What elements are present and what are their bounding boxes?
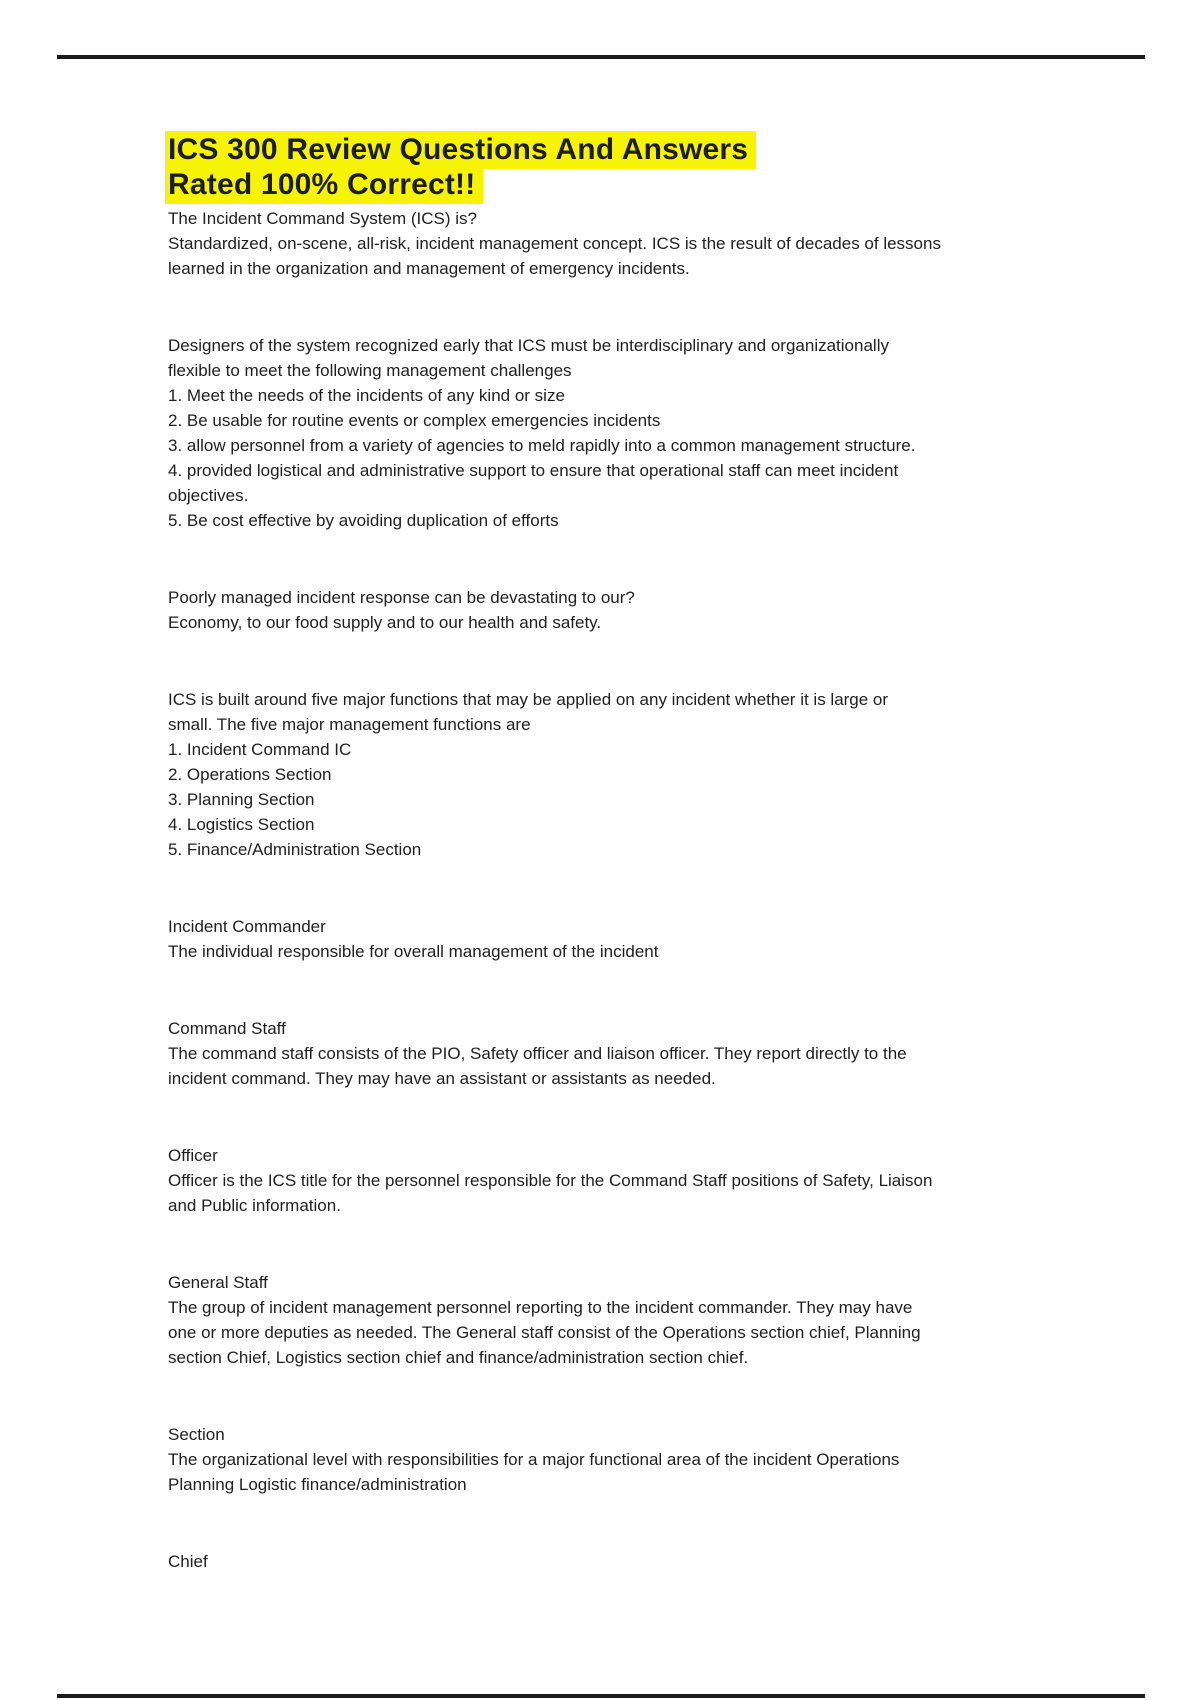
qa-line: General Staff (168, 1273, 268, 1292)
qa-line: 4. Logistics Section (168, 815, 315, 834)
qa-line: Command Staff (168, 1019, 286, 1038)
qa-line: incident command. They may have an assistant or assistants as needed. (168, 1069, 716, 1088)
qa-line: 2. Be usable for routine events or complex emergencies incidents (168, 411, 661, 430)
qa-line: section Chief, Logistics section chief and finance/administration section chief. (168, 1348, 749, 1367)
qa-line: Incident Commander (168, 917, 326, 936)
qa-line: and Public information. (168, 1196, 341, 1215)
qa-line: Economy, to our food supply and to our health and safety. (168, 613, 602, 632)
qa-line: The organizational level with responsibilities for a major functional area of the incident Operations (168, 1450, 900, 1469)
qa-line: The Incident Command System (ICS) is? (168, 209, 477, 228)
qa-block (168, 1143, 1133, 1218)
document-content (168, 132, 1133, 1626)
qa-block (168, 206, 1133, 281)
qa-block (168, 1422, 1133, 1497)
qa-line: Officer (168, 1146, 218, 1165)
qa-line: Standardized, on-scene, all-risk, incident management concept. ICS is the result of decades of lessons (168, 234, 941, 253)
qa-list (168, 206, 1133, 1574)
document-title (168, 132, 1133, 202)
top-rule (57, 55, 1145, 59)
title-line-2: Rated 100% Correct!! (165, 166, 483, 204)
qa-block (168, 585, 1133, 635)
bottom-rule (57, 1694, 1145, 1698)
qa-line: flexible to meet the following management challenges (168, 361, 572, 380)
qa-line: objectives. (168, 486, 249, 505)
qa-line: The group of incident management personnel reporting to the incident commander. They may have (168, 1298, 913, 1317)
qa-line: Chief (168, 1552, 208, 1571)
qa-line: 4. provided logistical and administrative support to ensure that operational staff can meet incident (168, 461, 899, 480)
qa-block (168, 1549, 1133, 1574)
qa-block (168, 914, 1133, 964)
qa-line: The individual responsible for overall management of the incident (168, 942, 659, 961)
qa-line: Section (168, 1425, 225, 1444)
qa-line: Poorly managed incident response can be devastating to our? (168, 588, 635, 607)
qa-line: 3. Planning Section (168, 790, 315, 809)
title-line-1: ICS 300 Review Questions And Answers (165, 131, 756, 169)
qa-block (168, 1270, 1133, 1370)
qa-line: Designers of the system recognized early that ICS must be interdisciplinary and organizationally (168, 336, 889, 355)
qa-line: 1. Incident Command IC (168, 740, 352, 759)
qa-line: The command staff consists of the PIO, Safety officer and liaison officer. They report directly to the (168, 1044, 907, 1063)
qa-line: learned in the organization and management of emergency incidents. (168, 259, 690, 278)
qa-line: ICS is built around five major functions that may be applied on any incident whether it is large or (168, 690, 889, 709)
qa-line: small. The five major management functions are (168, 715, 531, 734)
qa-block (168, 687, 1133, 862)
qa-line: one or more deputies as needed. The General staff consist of the Operations section chief, Planning (168, 1323, 921, 1342)
qa-block (168, 1016, 1133, 1091)
qa-line: 5. Finance/Administration Section (168, 840, 422, 859)
qa-line: Officer is the ICS title for the personnel responsible for the Command Staff positions of Safety, Liaison (168, 1171, 933, 1190)
qa-line: 5. Be cost effective by avoiding duplication of efforts (168, 511, 559, 530)
qa-block (168, 333, 1133, 533)
qa-line: Planning Logistic finance/administration (168, 1475, 467, 1494)
qa-line: 3. allow personnel from a variety of agencies to meld rapidly into a common management structure. (168, 436, 916, 455)
qa-line: 2. Operations Section (168, 765, 332, 784)
qa-line: 1. Meet the needs of the incidents of any kind or size (168, 386, 565, 405)
